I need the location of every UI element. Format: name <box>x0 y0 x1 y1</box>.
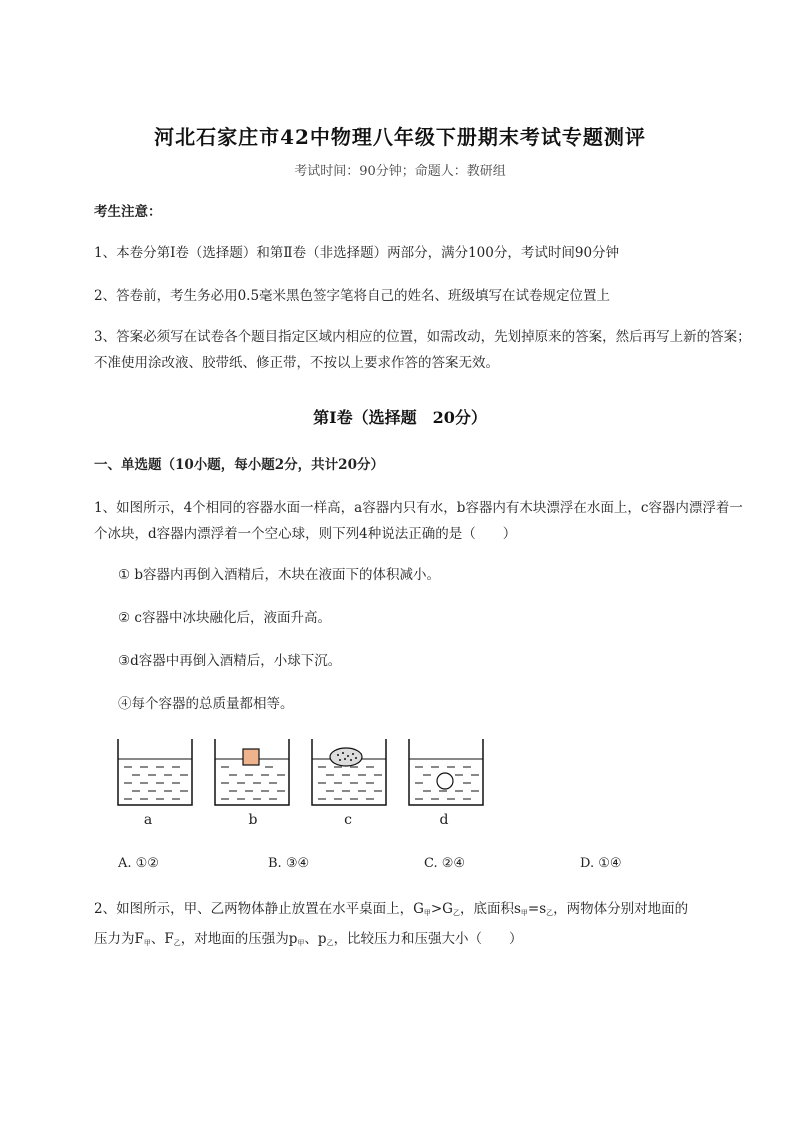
q2-sub-yi-s: 乙 <box>546 909 554 917</box>
ice-block <box>330 748 362 766</box>
wood-block <box>243 749 259 765</box>
container-b <box>215 739 289 805</box>
q2-sub-jia-s: 甲 <box>520 909 528 917</box>
q1-statement-2: ② c容器中冰块融化后，液面升高。 <box>118 610 331 626</box>
figure-label-a: a <box>143 812 153 828</box>
q2-text-1: 2、如图所示，甲、乙两物体静止放置在水平桌面上，G <box>94 901 424 917</box>
q1-option-b[interactable]: B. ③④ <box>268 856 310 871</box>
q2-sub-yi-f: 乙 <box>173 939 181 947</box>
figure-label-b: b <box>248 812 258 828</box>
q2-line2-d: 、p <box>304 931 327 947</box>
question-2-stem <box>94 896 754 956</box>
q2-text-5: ，两物体分别对地面的 <box>553 901 689 917</box>
container-a <box>118 739 192 805</box>
q2-sub-jia-p: 甲 <box>297 939 305 947</box>
hollow-ball <box>437 773 453 789</box>
exam-title: 河北石家庄市42中物理八年级下册期末考试专题测评 <box>154 125 646 149</box>
notice-item-2: 2、答卷前，考生务必用0.5毫米黑色签字笔将自己的姓名、班级填写在试卷规定位置上 <box>94 288 611 304</box>
q1-option-a[interactable]: A. ①② <box>118 856 159 871</box>
q1-option-c[interactable]: C. ②④ <box>424 856 466 871</box>
q1-statement-3: ③d容器中再倒入酒精后，小球下沉。 <box>118 653 342 669</box>
q2-line2-b: 、F <box>150 931 174 947</box>
containers-figure <box>110 735 500 810</box>
figure-label-c: c <box>344 812 352 828</box>
q2-text-3: ，底面积s <box>459 901 521 917</box>
container-d <box>409 739 483 805</box>
section-title: 第I卷（选择题 20分） <box>313 408 487 427</box>
q1-option-d[interactable]: D. ①④ <box>580 856 622 871</box>
notice-heading: 考生注意： <box>94 204 162 220</box>
container-c <box>312 739 386 805</box>
exam-subtitle: 考试时间：90分钟；命题人：教研组 <box>294 164 506 179</box>
q1-statement-1: ① b容器内再倒入酒精后，木块在液面下的体积减小。 <box>118 567 441 583</box>
figure-label-d: d <box>439 812 449 828</box>
notice-item-1: 1、本卷分第I卷（选择题）和第Ⅱ卷（非选择题）两部分，满分100分，考试时间90分钟 <box>94 245 620 261</box>
q2-sub-jia-g: 甲 <box>423 909 431 917</box>
q2-line2-c: ，对地面的压强为p <box>180 931 298 947</box>
part-heading: 一、单选题（10小题，每小题2分，共计20分） <box>94 457 384 473</box>
q2-line2-a: 压力为F <box>94 931 144 947</box>
q2-line2-e: ，比较压力和压强大小（ ） <box>333 931 523 947</box>
q1-statement-4: ④每个容器的总质量都相等。 <box>118 696 294 712</box>
q2-sub-jia-f: 甲 <box>143 939 151 947</box>
q2-sub-yi-p: 乙 <box>326 939 334 947</box>
q2-text-2: >G <box>430 901 453 917</box>
q2-sub-yi-g: 乙 <box>452 909 460 917</box>
notice-item-3: 3、答案必须写在试卷各个题目指定区域内相应的位置，如需改动，先划掉原来的答案，然后再写上新的答案；不准使用涂改液、胶带纸、修正带，不按以上要求作答的答案无效。 <box>94 329 751 371</box>
q2-text-4: =s <box>527 901 547 917</box>
question-1-stem: 1、如图所示，4个相同的容器水面一样高，a容器内只有水，b容器内有木块漂浮在水面上，c容器内漂浮着一个冰块，d容器内漂浮着一个空心球，则下列4种说法正确的是（ ） <box>94 500 743 542</box>
